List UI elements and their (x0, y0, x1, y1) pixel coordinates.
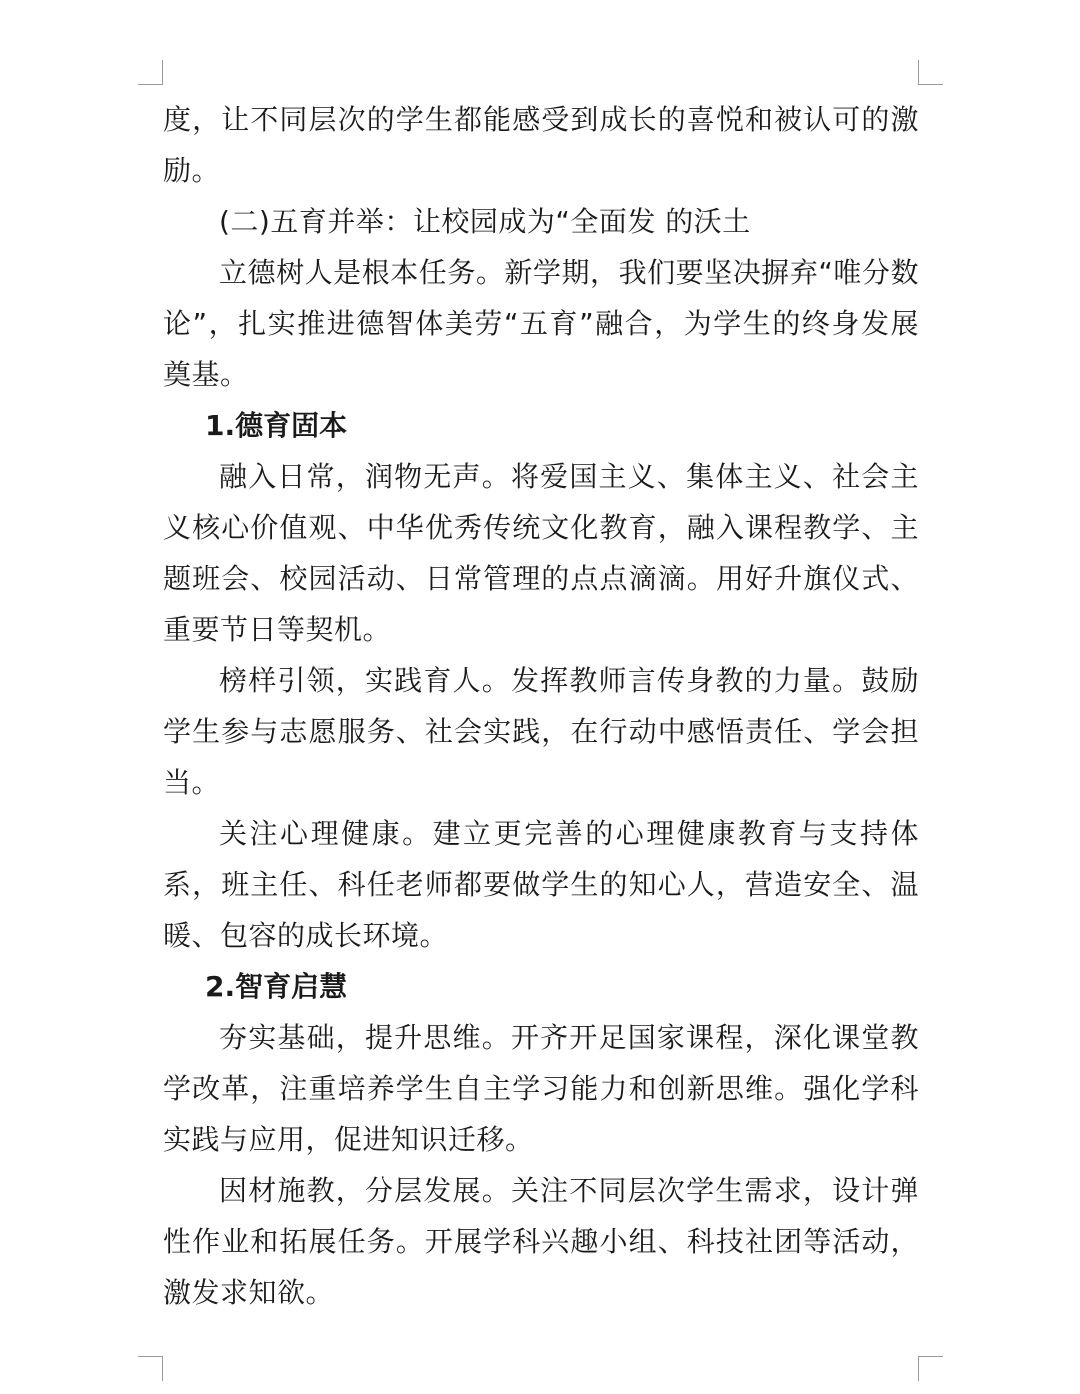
subheading-intellectual-education: 2.智育启慧 (205, 970, 348, 1003)
document-body (163, 94, 919, 1318)
paragraph-moral-role-model: 榜样引领，实践育人。发挥教师言传身教的力量。鼓励学生参与志愿服务、社会实践，在行动中感悟责任、学会担当。 (163, 664, 919, 799)
crop-mark-bottom-left (138, 1356, 163, 1381)
crop-mark-top-right (918, 60, 943, 85)
paragraph-continuation: 度，让不同层次的学生都能感受到成长的喜悦和被认可的激励。 (163, 103, 919, 187)
paragraph-intro: 立德树人是根本任务。新学期，我们要坚决摒弃“唯分数论”，扎实推进德智体美劳“五育”融合，为学生的终身发展奠基。 (163, 256, 919, 391)
paragraph-intellectual-differentiated: 因材施教，分层发展。关注不同层次学生需求，设计弹性作业和拓展任务。开展学科兴趣小组、科技社团等活动，激发求知欲。 (163, 1174, 919, 1309)
crop-mark-top-left (138, 60, 163, 85)
paragraph-intellectual-foundation: 夯实基础，提升思维。开齐开足国家课程，深化课堂教学改革，注重培养学生自主学习能力和创新思维。强化学科实践与应用，促进知识迁移。 (163, 1021, 919, 1156)
paragraph-moral-daily: 融入日常，润物无声。将爱国主义、集体主义、社会主义核心价值观、中华优秀传统文化教育，融入课程教学、主题班会、校园活动、日常管理的点点滴滴。用好升旗仪式、重要节日等契机。 (163, 460, 919, 646)
paragraph-mental-health: 关注心理健康。建立更完善的心理健康教育与支持体系，班主任、科任老师都要做学生的知心人，营造安全、温暖、包容的成长环境。 (163, 817, 919, 952)
subheading-moral-education: 1.德育固本 (205, 409, 348, 442)
crop-mark-bottom-right (918, 1356, 943, 1381)
section-heading-five-education: (二)五育并举：让校园成为“全面发 的沃土 (219, 205, 751, 238)
